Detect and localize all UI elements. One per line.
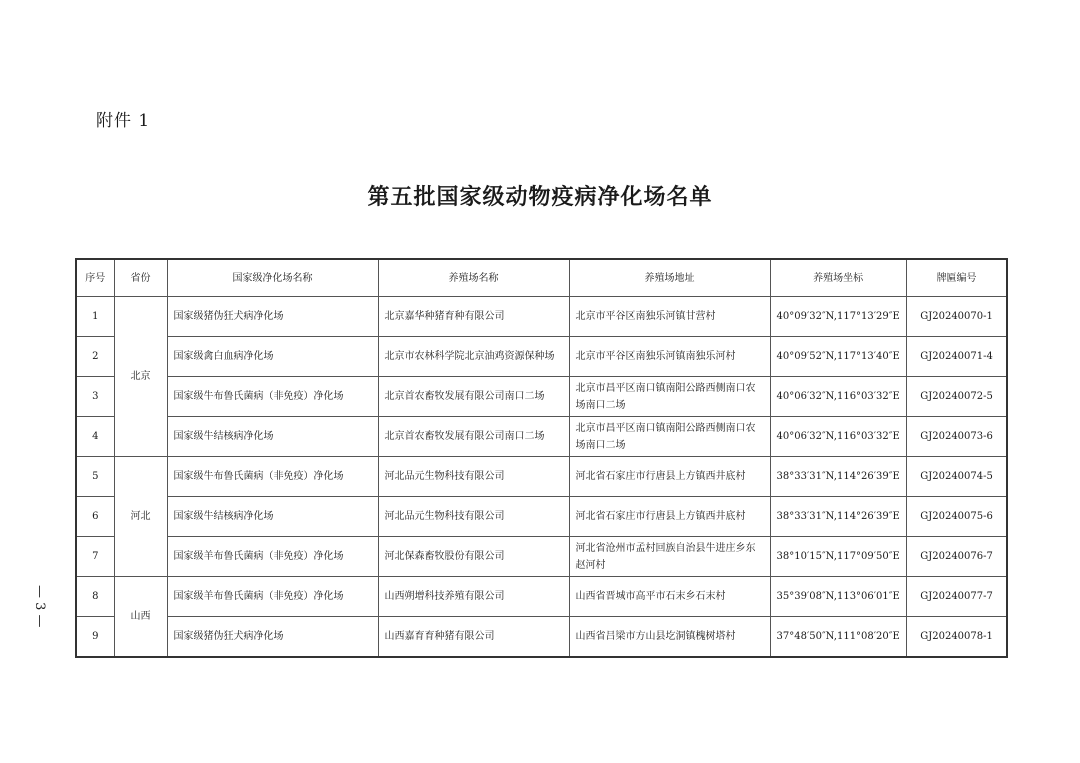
header-address: 养殖场地址 (569, 259, 770, 297)
cell-plaque-no: GJ20240074-5 (906, 457, 1007, 497)
cell-farm-name: 河北保森畜牧股份有限公司 (378, 537, 569, 577)
cell-farm-name: 河北品元生物科技有限公司 (378, 497, 569, 537)
cell-plaque-no: GJ20240070-1 (906, 297, 1007, 337)
cell-coordinates: 40°06′32″N,116°03′32″E (770, 417, 906, 457)
table-row (76, 337, 1007, 377)
cell-cert-name: 国家级牛布鲁氏菌病（非免疫）净化场 (167, 457, 378, 497)
table-row (76, 457, 1007, 497)
cell-cert-name: 国家级猪伪狂犬病净化场 (167, 297, 378, 337)
cell-no: 3 (76, 377, 114, 417)
cell-no: 8 (76, 577, 114, 617)
cell-address: 河北省沧州市孟村回族自治县牛进庄乡东赵河村 (569, 537, 770, 577)
table-row (76, 617, 1007, 658)
cell-coordinates: 40°06′32″N,116°03′32″E (770, 377, 906, 417)
cell-farm-name: 北京市农林科学院北京油鸡资源保种场 (378, 337, 569, 377)
table-row (76, 417, 1007, 457)
cell-coordinates: 40°09′32″N,117°13′29″E (770, 297, 906, 337)
cell-plaque-no: GJ20240072-5 (906, 377, 1007, 417)
cell-coordinates: 40°09′52″N,117°13′40″E (770, 337, 906, 377)
cell-cert-name: 国家级牛结核病净化场 (167, 417, 378, 457)
cell-no: 1 (76, 297, 114, 337)
cell-address: 北京市昌平区南口镇南阳公路西侧南口农场南口二场 (569, 377, 770, 417)
header-no: 序号 (76, 259, 114, 297)
header-plaque-no: 牌匾编号 (906, 259, 1007, 297)
cell-address: 北京市平谷区南独乐河镇甘营村 (569, 297, 770, 337)
cell-province: 山西 (114, 577, 167, 658)
farm-list-table (75, 258, 1008, 658)
cell-address: 山西省吕梁市方山县圪洞镇槐树塔村 (569, 617, 770, 658)
attachment-label: 附件 1 (96, 111, 151, 131)
cell-farm-name: 山西朔增科技养殖有限公司 (378, 577, 569, 617)
cell-farm-name: 山西嘉育育种猪有限公司 (378, 617, 569, 658)
table-row (76, 297, 1007, 337)
table-row (76, 497, 1007, 537)
header-farm-name: 养殖场名称 (378, 259, 569, 297)
table-row (76, 537, 1007, 577)
cell-plaque-no: GJ20240078-1 (906, 617, 1007, 658)
cell-no: 6 (76, 497, 114, 537)
cell-no: 2 (76, 337, 114, 377)
cell-address: 北京市平谷区南独乐河镇南独乐河村 (569, 337, 770, 377)
header-cert-name: 国家级净化场名称 (167, 259, 378, 297)
document-title: 第五批国家级动物疫病净化场名单 (367, 184, 713, 210)
cell-coordinates: 35°39′08″N,113°06′01″E (770, 577, 906, 617)
table-row (76, 577, 1007, 617)
cell-cert-name: 国家级牛结核病净化场 (167, 497, 378, 537)
cell-farm-name: 河北品元生物科技有限公司 (378, 457, 569, 497)
cell-address: 山西省晋城市高平市石末乡石末村 (569, 577, 770, 617)
cell-plaque-no: GJ20240071-4 (906, 337, 1007, 377)
cell-cert-name: 国家级禽白血病净化场 (167, 337, 378, 377)
cell-plaque-no: GJ20240075-6 (906, 497, 1007, 537)
cell-address: 河北省石家庄市行唐县上方镇西井底村 (569, 497, 770, 537)
cell-no: 5 (76, 457, 114, 497)
page-number: — 3 — (32, 585, 47, 628)
cell-farm-name: 北京嘉华种猪育种有限公司 (378, 297, 569, 337)
cell-province: 河北 (114, 457, 167, 577)
table-header-row (76, 259, 1007, 297)
cell-province: 北京 (114, 297, 167, 457)
cell-no: 9 (76, 617, 114, 658)
cell-farm-name: 北京首农畜牧发展有限公司南口二场 (378, 417, 569, 457)
cell-coordinates: 38°10′15″N,117°09′50″E (770, 537, 906, 577)
cell-plaque-no: GJ20240076-7 (906, 537, 1007, 577)
table-row (76, 377, 1007, 417)
cell-farm-name: 北京首农畜牧发展有限公司南口二场 (378, 377, 569, 417)
cell-coordinates: 38°33′31″N,114°26′39″E (770, 457, 906, 497)
header-province: 省份 (114, 259, 167, 297)
cell-cert-name: 国家级羊布鲁氏菌病（非免疫）净化场 (167, 537, 378, 577)
cell-cert-name: 国家级猪伪狂犬病净化场 (167, 617, 378, 658)
cell-cert-name: 国家级牛布鲁氏菌病（非免疫）净化场 (167, 377, 378, 417)
cell-plaque-no: GJ20240073-6 (906, 417, 1007, 457)
cell-address: 河北省石家庄市行唐县上方镇西井底村 (569, 457, 770, 497)
header-coordinates: 养殖场坐标 (770, 259, 906, 297)
cell-cert-name: 国家级羊布鲁氏菌病（非免疫）净化场 (167, 577, 378, 617)
cell-coordinates: 37°48′50″N,111°08′20″E (770, 617, 906, 658)
cell-plaque-no: GJ20240077-7 (906, 577, 1007, 617)
cell-no: 4 (76, 417, 114, 457)
cell-no: 7 (76, 537, 114, 577)
cell-coordinates: 38°33′31″N,114°26′39″E (770, 497, 906, 537)
cell-address: 北京市昌平区南口镇南阳公路西侧南口农场南口二场 (569, 417, 770, 457)
